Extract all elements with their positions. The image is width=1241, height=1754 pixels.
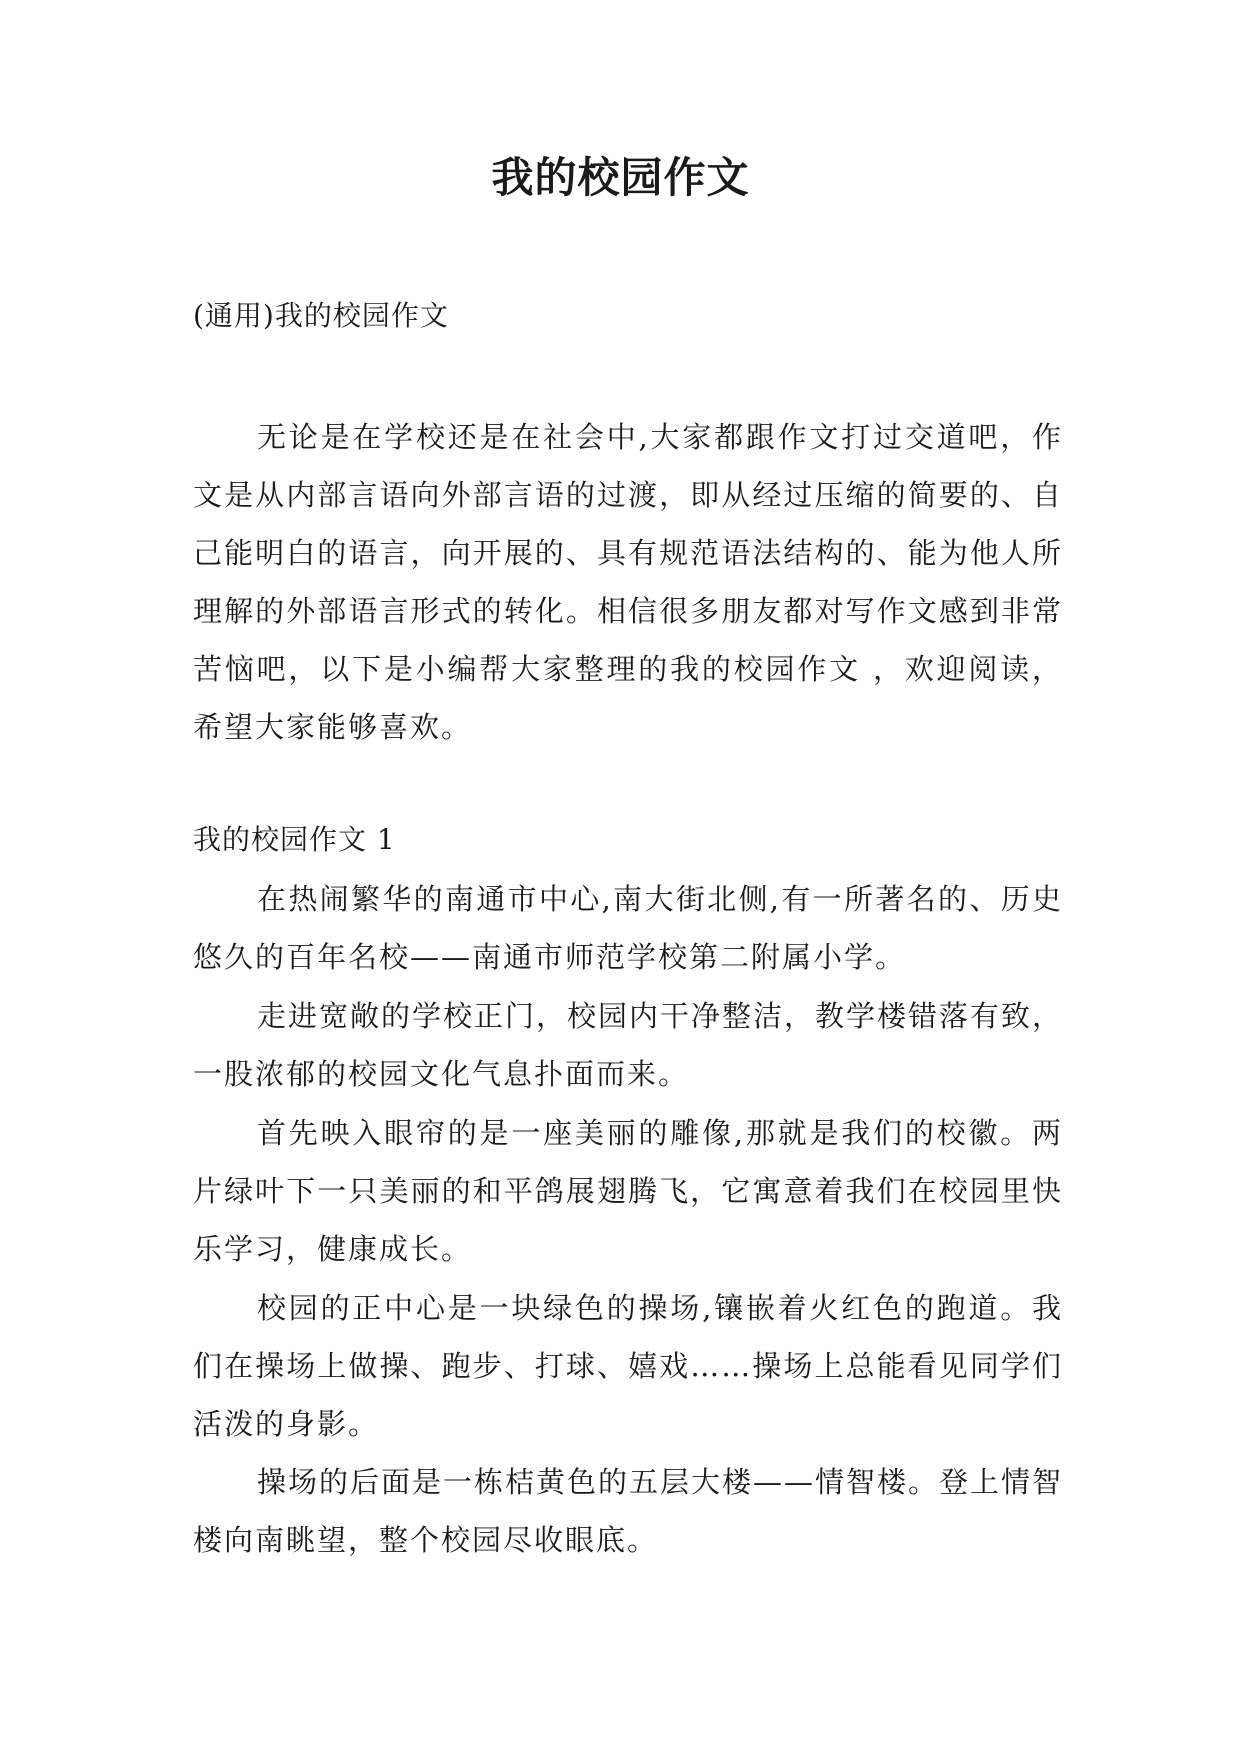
body-paragraph: 在热闹繁华的南通市中心,南大街北侧,有一所著名的、历史悠久的百年名校——南通市师范学校第二附属小学。 [193,882,1063,974]
section-heading: 我的校园作文 1 [193,823,396,856]
body-paragraph: 操场的后面是一栋桔黄色的五层大楼——情智楼。登上情智楼向南眺望，整个校园尽收眼底。 [193,1465,1064,1557]
body-paragraph: 走进宽敞的学校正门，校园内干净整洁，教学楼错落有致，一股浓郁的校园文化气息扑面而来。 [193,999,1064,1091]
body-paragraph: 校园的正中心是一块绿色的操场,镶嵌着火红色的跑道。我们在操场上做操、跑步、打球、嬉戏……操场上总能看见同学们活泼的身影。 [193,1291,1063,1441]
document-subtitle: (通用)我的校园作文 [193,299,449,332]
body-paragraph: 首先映入眼帘的是一座美丽的雕像,那就是我们的校徽。两片绿叶下一只美丽的和平鸽展翅腾飞，它寓意着我们在校园里快乐学习，健康成长。 [193,1116,1063,1266]
document-title: 我的校园作文 [491,153,750,202]
intro-paragraph: 无论是在学校还是在社会中,大家都跟作文打过交道吧，作文是从内部言语向外部言语的过渡，即从经过压缩的简要的、自己能明白的语言，向开展的、具有规范语法结构的、能为他人所理解的外部语言形式的转化。相信很多朋友都对写作文感到非常苦恼吧，以下是小编帮大家整理的我的校园作文 ，欢迎阅读，希望大家能够喜欢。 [193,420,1063,744]
